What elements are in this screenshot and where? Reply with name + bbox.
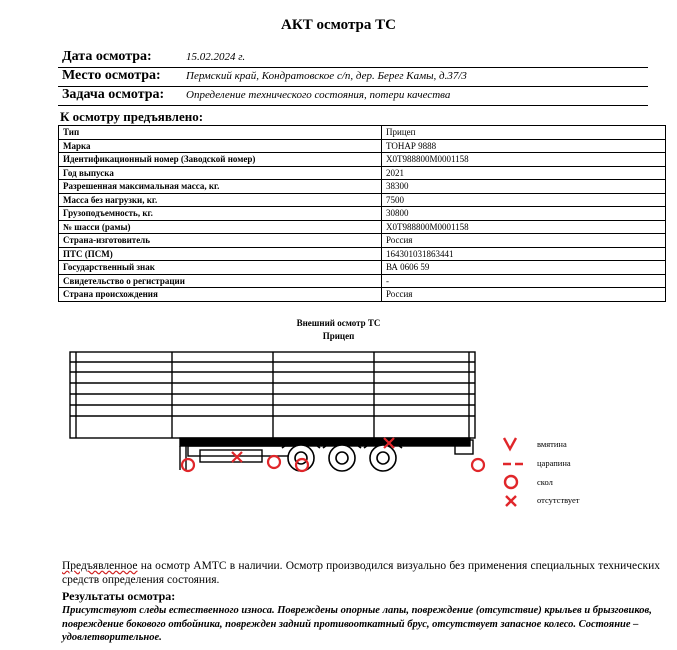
- spec-value: 38300: [382, 180, 666, 194]
- legend-symbols: [503, 438, 523, 506]
- spec-key: ПТС (ПСМ): [59, 247, 382, 261]
- legend-symbol-chip: [505, 476, 517, 488]
- spec-key: № шасси (рамы): [59, 220, 382, 234]
- legend-label-scratch: царапина: [537, 458, 571, 468]
- spec-value: Россия: [382, 234, 666, 248]
- damage-mark-x-1: [232, 452, 242, 462]
- visual-inspection-subtitle: Прицеп: [322, 331, 355, 341]
- damage-mark-o-4: [472, 459, 484, 471]
- spec-key: Тип: [59, 126, 382, 140]
- visual-inspection-title: Внешний осмотр ТС: [296, 318, 381, 328]
- results-heading: Результаты осмотра:: [62, 589, 176, 603]
- spec-value: X0T988800M0001158: [382, 220, 666, 234]
- spec-key: Разрешенная максимальная масса, кг.: [59, 180, 382, 194]
- spec-key: Страна происхождения: [59, 288, 382, 302]
- spec-key: Свидетельство о регистрации: [59, 274, 382, 288]
- spec-value: ТОНАР 9888: [382, 139, 666, 153]
- inspection-task-label: Задача осмотра:: [62, 87, 165, 102]
- inspection-date-value: 15.02.2024 г.: [186, 51, 246, 63]
- inspection-intro: [62, 559, 660, 587]
- spec-key: Год выпуска: [59, 166, 382, 180]
- spec-key: Страна-изготовитель: [59, 234, 382, 248]
- spec-key: Грузоподъемность, кг.: [59, 207, 382, 221]
- damage-mark-o-1: [182, 459, 194, 471]
- legend-label-dent: вмятина: [537, 439, 567, 449]
- spec-value: X0T988800M0001158: [382, 153, 666, 167]
- inspection-place-value: Пермский край, Кондратовское с/п, дер. Берег Камы, д.37/3: [186, 70, 467, 82]
- spec-value: 164301031863441: [382, 247, 666, 261]
- legend-symbol-missing: [506, 496, 516, 506]
- spec-value: Россия: [382, 288, 666, 302]
- spec-value: ВА 0606 59: [382, 261, 666, 275]
- results-text: Присутствуют следы естественного износа. Повреждены опорные лапы, повреждение (отсутствие) крыльев и брызговиков, повреждение бокового отбойника, поврежден задний противооткатный брус, отсутствует запасное колесо. Состояние – удовлетворительное.: [62, 605, 652, 643]
- spec-value: 2021: [382, 166, 666, 180]
- spec-value: 7500: [382, 193, 666, 207]
- spec-key: Государственный знак: [59, 261, 382, 275]
- spec-value: 30800: [382, 207, 666, 221]
- spec-key: Марка: [59, 139, 382, 153]
- intro-rest: на осмотр АМТС в наличии. Осмотр производился визуально без применения специальных технических средств определения состояния.: [62, 560, 660, 586]
- legend-label-missing: отсутствует: [537, 495, 580, 505]
- page-title: АКТ осмотра ТС: [281, 17, 396, 33]
- spec-key: Идентификационный номер (Заводской номер): [59, 153, 382, 167]
- inspection-date-label: Дата осмотра:: [62, 49, 152, 64]
- damage-mark-o-2: [268, 456, 280, 468]
- trailer-body: [70, 352, 475, 470]
- spec-value: Прицеп: [382, 126, 666, 140]
- legend-label-chip: скол: [537, 477, 553, 487]
- legend-symbol-dent: [504, 438, 516, 449]
- inspection-task-value: Определение технического состояния, потери качества: [186, 89, 451, 101]
- spec-value: -: [382, 274, 666, 288]
- trailer-wheels: [282, 440, 402, 471]
- spec-key: Масса без нагрузки, кг.: [59, 193, 382, 207]
- inspection-place-label: Место осмотра:: [62, 68, 161, 83]
- presented-heading: К осмотру предъявлено:: [60, 109, 204, 124]
- intro-first-word: Предъявленное: [62, 560, 138, 572]
